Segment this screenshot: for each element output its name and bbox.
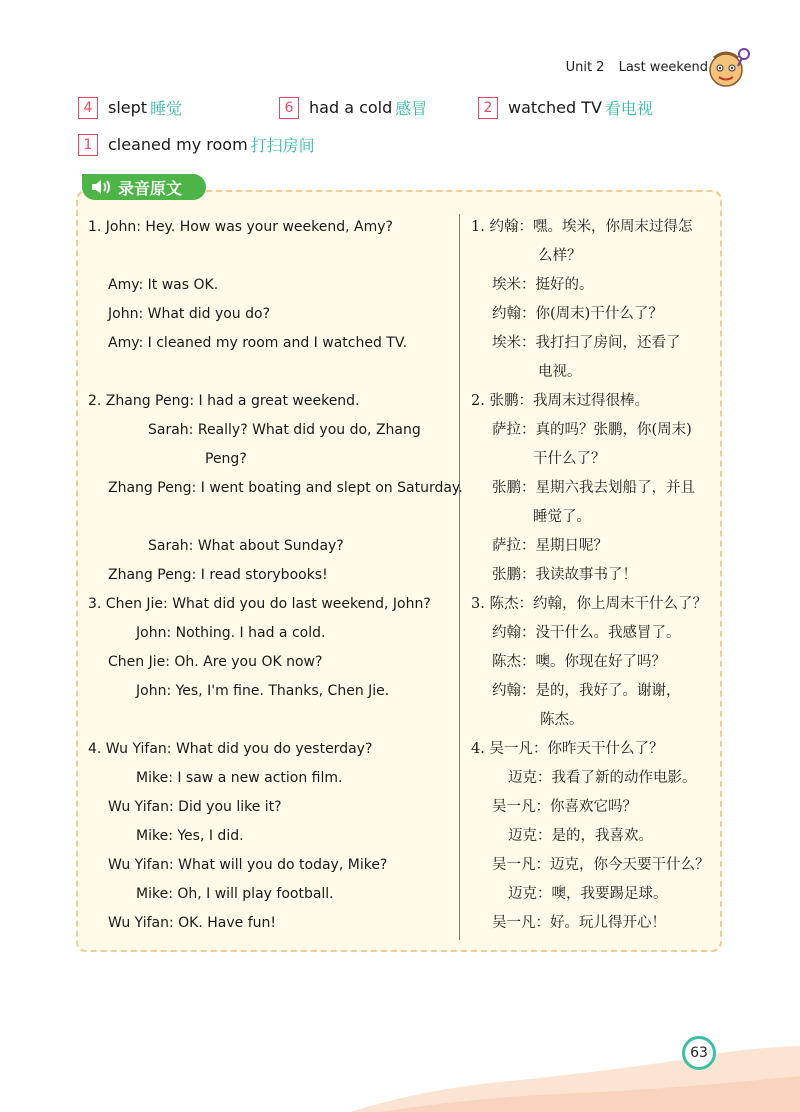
cn-line: 吴一凡：好。玩儿得开心！ [492,915,666,931]
answer-en: cleaned my room [108,135,248,154]
en-line: Mike: I saw a new action film. [136,770,343,786]
cn-line: 张鹏：我读故事书了！ [492,567,637,583]
answer-number: 1 [78,134,98,156]
cn-line: 么样？ [538,248,582,264]
answer-cn: 睡觉 [150,99,183,118]
en-line: Sarah: Really? What did you do, Zhang [148,422,421,438]
en-line: John: Nothing. I had a cold. [136,625,326,641]
column-divider [459,214,460,940]
answer-cn: 打扫房间 [250,136,315,155]
cn-line: 睡觉了。 [533,509,591,525]
en-line: John: What did you do? [108,306,271,322]
cn-line: 陈杰：噢。你现在好了吗？ [492,654,666,670]
en-line: Mike: Oh, I will play football. [136,886,334,902]
answer-number: 4 [78,97,98,119]
cn-line: 埃米：我打扫了房间，还看了 [492,335,681,351]
answer-en: watched TV [508,98,602,117]
page-header [566,60,708,75]
en-line: Wu Yifan: Did you like it? [108,799,282,815]
answer-en: slept [108,98,148,117]
en-line: John: Yes, I'm fine. Thanks, Chen Jie. [136,683,390,699]
en-line: Peng? [205,451,247,467]
cn-line: 电视。 [538,364,582,380]
cn-line: 张鹏：星期六我去划船了，并且 [492,480,695,496]
cn-line: 3. 陈杰：约翰，你上周末干什么了？ [471,596,707,612]
answer-number: 2 [478,97,498,119]
en-line: Zhang Peng: I read storybooks! [108,567,328,583]
cn-line: 萨拉：星期日呢？ [492,538,608,554]
answer-number: 6 [279,97,299,119]
answer-item [78,133,315,156]
speaker-icon [90,178,112,196]
cn-line: 吴一凡：迈克，你今天要干什么？ [492,857,710,873]
cn-line: 约翰：你(周末)干什么了？ [492,306,663,322]
en-line: Mike: Yes, I did. [136,828,244,844]
unit-label: Unit 2 [565,60,605,75]
answer-cn: 看电视 [604,99,653,118]
en-line: Amy: I cleaned my room and I watched TV. [108,335,408,351]
cn-line: 4. 吴一凡：你昨天干什么了？ [471,741,664,757]
cn-line: 干什么了？ [533,451,606,467]
cn-line: 陈杰。 [540,712,584,728]
en-line: 1. John: Hey. How was your weekend, Amy? [88,219,393,235]
answer-item [78,96,182,119]
en-line: Wu Yifan: OK. Have fun! [108,915,276,931]
en-line: 3. Chen Jie: What did you do last weekend, John? [88,596,431,612]
cn-line: 迈克：噢，我要踢足球。 [508,886,668,902]
en-line: Sarah: What about Sunday? [148,538,344,554]
cn-line: 迈克：是的，我喜欢。 [508,828,653,844]
section-tag [82,174,206,200]
cn-line: 2. 张鹏：我周末过得很棒。 [471,393,649,409]
section-tag-label: 录音原文 [118,178,183,198]
cn-line: 埃米：挺好的。 [492,277,594,293]
cn-line: 萨拉：真的吗？张鹏，你(周末) [492,422,692,438]
en-line: 2. Zhang Peng: I had a great weekend. [88,393,360,409]
answer-cn: 感冒 [395,99,428,118]
page-number: 63 [682,1036,716,1070]
en-line: Amy: It was OK. [108,277,219,293]
en-line: Chen Jie: Oh. Are you OK now? [108,654,323,670]
answer-item [279,96,427,119]
en-line: 4. Wu Yifan: What did you do yesterday? [88,741,373,757]
answer-en: had a cold [309,98,393,117]
footer-wave [0,1020,800,1112]
cn-line: 1. 约翰：嘿。埃米，你周末过得怎 [471,219,693,235]
answer-item [478,96,653,119]
cn-line: 约翰：没干什么。我感冒了。 [492,625,681,641]
unit-title: Last weekend [618,60,708,75]
cn-line: 约翰：是的，我好了。谢谢， [492,683,681,699]
cn-line: 迈克：我看了新的动作电影。 [508,770,697,786]
en-line: Wu Yifan: What will you do today, Mike? [108,857,388,873]
en-line: Zhang Peng: I went boating and slept on Saturday. [108,480,463,496]
mascot-icon [704,44,752,92]
cn-line: 吴一凡：你喜欢它吗？ [492,799,637,815]
